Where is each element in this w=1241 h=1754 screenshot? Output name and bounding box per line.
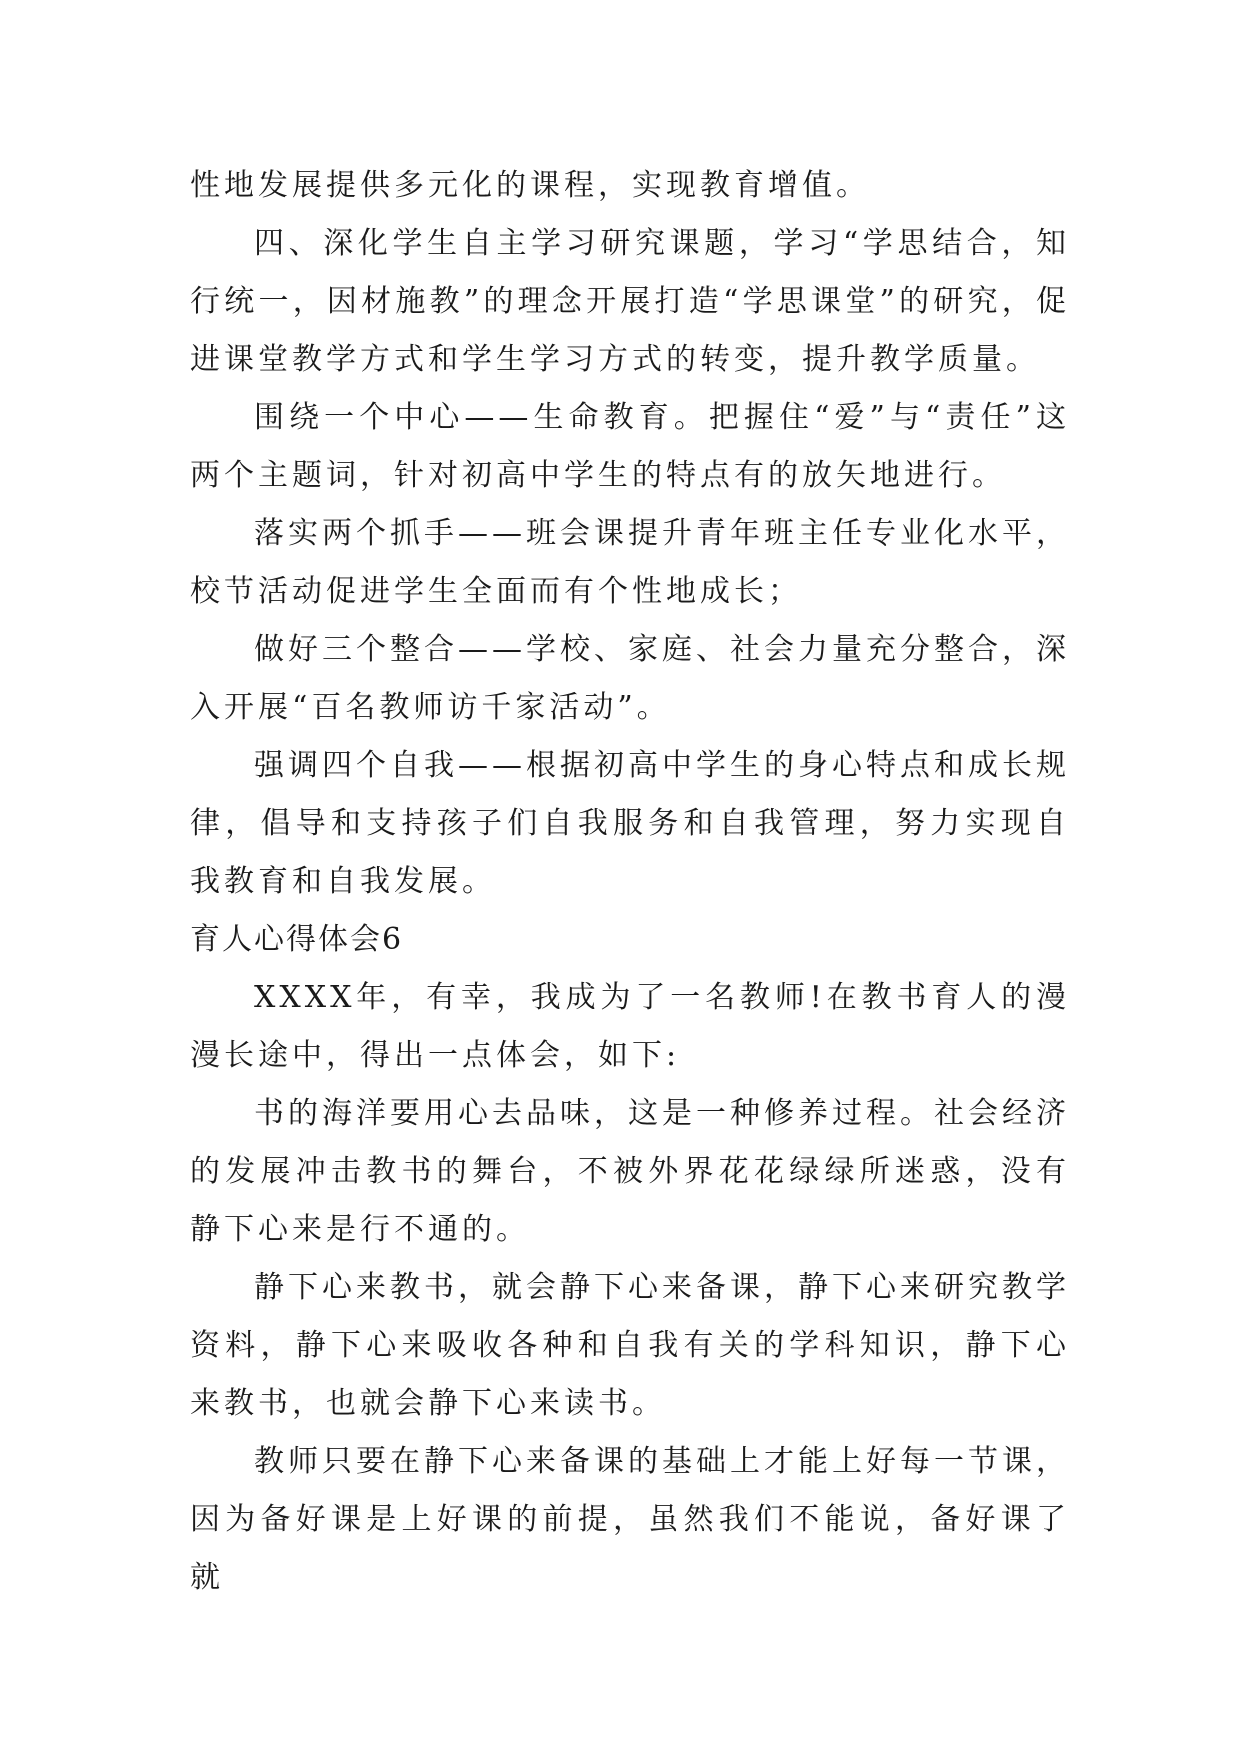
paragraph: 教师只要在静下心来备课的基础上才能上好每一节课，因为备好课是上好课的前提，虽然我们不能说，备好课了就 xyxy=(190,1444,1070,1595)
paragraph: 性地发展提供多元化的课程，实现教育增值。 xyxy=(190,168,870,203)
paragraph: 围绕一个中心——生命教育。把握住“爱”与“责任”这两个主题词，针对初高中学生的特点有的放矢地进行。 xyxy=(190,400,1070,493)
document-body xyxy=(190,157,1070,1607)
paragraph: XXXX年，有幸，我成为了一名教师!在教书育人的漫漫长途中，得出一点体会，如下: xyxy=(190,980,1070,1073)
paragraph: 静下心来教书，就会静下心来备课，静下心来研究教学资料，静下心来吸收各种和自我有关的学科知识，静下心来教书，也就会静下心来读书。 xyxy=(190,1270,1070,1421)
paragraph: 书的海洋要用心去品味，这是一种修养过程。社会经济的发展冲击教书的舞台，不被外界花花绿绿所迷惑，没有静下心来是行不通的。 xyxy=(190,1096,1070,1247)
paragraph: 四、深化学生自主学习研究课题，学习“学思结合，知行统一，因材施教”的理念开展打造“学思课堂”的研究，促进课堂教学方式和学生学习方式的转变，提升教学质量。 xyxy=(190,226,1070,377)
paragraph: 做好三个整合——学校、家庭、社会力量充分整合，深入开展“百名教师访千家活动”。 xyxy=(190,632,1070,725)
section-heading: 育人心得体会6 xyxy=(190,922,404,957)
paragraph: 落实两个抓手——班会课提升青年班主任专业化水平，校节活动促进学生全面而有个性地成长； xyxy=(190,516,1070,609)
paragraph: 强调四个自我——根据初高中学生的身心特点和成长规律，倡导和支持孩子们自我服务和自我管理，努力实现自我教育和自我发展。 xyxy=(190,748,1070,899)
